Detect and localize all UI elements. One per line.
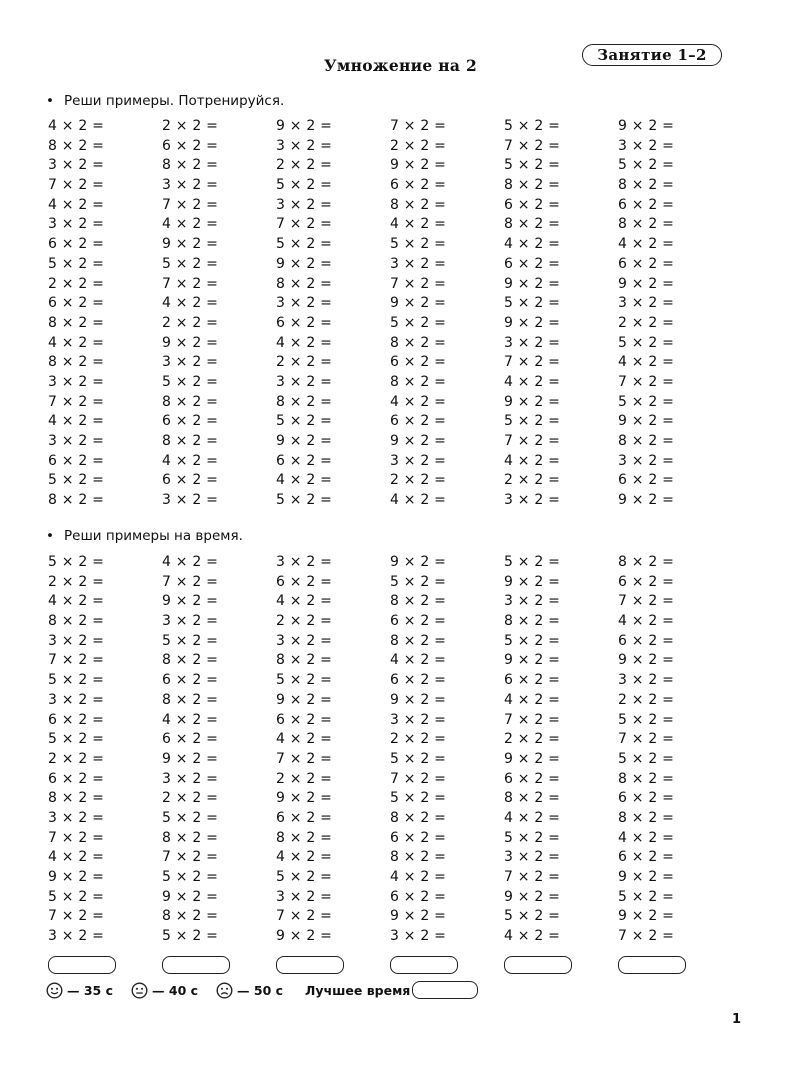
problem-cell: 4 × 2 =: [48, 593, 105, 610]
problem-cell: 5 × 2 =: [390, 790, 447, 807]
problem-cell: 9 × 2 =: [504, 393, 561, 410]
problem-cell: 7 × 2 =: [618, 928, 675, 945]
problem-cell: 4 × 2 =: [618, 354, 675, 371]
problem-cell: 3 × 2 =: [276, 196, 333, 213]
problem-cell: 8 × 2 =: [162, 393, 219, 410]
problem-cell: 5 × 2 =: [162, 373, 219, 390]
problem-cell: 9 × 2 =: [618, 413, 675, 430]
problem-cell: 9 × 2 =: [618, 275, 675, 292]
problem-cell: 5 × 2 =: [276, 177, 333, 194]
problem-cell: 4 × 2 =: [48, 196, 105, 213]
problem-cell: 6 × 2 =: [48, 770, 105, 787]
problem-cell: 5 × 2 =: [504, 118, 561, 134]
problem-cell: 6 × 2 =: [618, 196, 675, 213]
problem-cell: 7 × 2 =: [48, 652, 105, 669]
problem-cell: 8 × 2 =: [276, 393, 333, 410]
time-box-6[interactable]: [618, 956, 686, 974]
bullet: •: [46, 93, 54, 109]
problem-cell: 7 × 2 =: [48, 829, 105, 846]
problem-cell: 2 × 2 =: [276, 613, 333, 630]
problem-cell: 4 × 2 =: [276, 334, 333, 351]
problem-cell: 5 × 2 =: [618, 393, 675, 410]
problem-cell: 8 × 2 =: [48, 613, 105, 630]
problem-cell: 5 × 2 =: [390, 314, 447, 331]
problem-cell: 8 × 2 =: [48, 354, 105, 371]
problem-cell: 6 × 2 =: [390, 829, 447, 846]
problem-cell: 9 × 2 =: [276, 118, 333, 134]
problem-cell: 7 × 2 =: [504, 433, 561, 449]
problem-cell: 7 × 2 =: [504, 711, 561, 728]
problem-cell: 9 × 2 =: [276, 433, 333, 449]
problem-cell: 7 × 2 =: [504, 354, 561, 371]
problem-cell: 4 × 2 =: [390, 393, 447, 410]
problem-cell: 6 × 2 =: [276, 809, 333, 826]
problem-cell: 9 × 2 =: [390, 554, 447, 570]
problem-cell: 9 × 2 =: [390, 157, 447, 174]
problem-cell: 5 × 2 =: [390, 573, 447, 590]
problem-cell: 8 × 2 =: [48, 137, 105, 154]
problem-cell: 8 × 2 =: [390, 593, 447, 610]
problem-cell: 3 × 2 =: [48, 373, 105, 390]
lesson-badge: Занятие 1–2: [582, 44, 722, 66]
problem-cell: 6 × 2 =: [390, 888, 447, 905]
problem-cell: 6 × 2 =: [390, 354, 447, 371]
problem-cell: 5 × 2 =: [618, 334, 675, 351]
problem-cell: 5 × 2 =: [618, 888, 675, 905]
problem-cell: 4 × 2 =: [504, 236, 561, 253]
problem-cell: 9 × 2 =: [504, 314, 561, 331]
problem-cell: 3 × 2 =: [48, 157, 105, 174]
instruction-timed: [46, 528, 243, 544]
neutral-face-icon: [131, 982, 148, 999]
problem-cell: 4 × 2 =: [390, 869, 447, 885]
problem-cell: 9 × 2 =: [504, 275, 561, 292]
time-box-4[interactable]: [390, 956, 458, 974]
problem-cell: 3 × 2 =: [618, 295, 675, 312]
problem-cell: 3 × 2 =: [162, 177, 219, 194]
problem-cell: 7 × 2 =: [162, 196, 219, 213]
problem-cell: 7 × 2 =: [618, 373, 675, 390]
bullet: •: [46, 528, 54, 544]
problem-cell: 5 × 2 =: [504, 413, 561, 430]
problem-cell: 2 × 2 =: [390, 472, 447, 489]
problem-cell: 7 × 2 =: [618, 593, 675, 610]
problem-cell: 3 × 2 =: [504, 492, 561, 509]
problem-cell: 8 × 2 =: [48, 492, 105, 509]
problem-cell: 7 × 2 =: [618, 731, 675, 748]
problem-cell: 8 × 2 =: [390, 196, 447, 213]
problem-cell: 2 × 2 =: [618, 691, 675, 708]
problem-cell: 4 × 2 =: [618, 829, 675, 846]
problem-cell: 8 × 2 =: [162, 652, 219, 669]
problem-cell: 2 × 2 =: [162, 118, 219, 134]
best-time-label: Лучшее время: [305, 982, 411, 998]
problem-cell: 9 × 2 =: [390, 691, 447, 708]
problem-cell: 4 × 2 =: [504, 928, 561, 945]
smiley-face-icon: [46, 982, 63, 999]
problem-cell: 3 × 2 =: [48, 928, 105, 945]
problem-cell: 9 × 2 =: [276, 790, 333, 807]
problem-cell: 7 × 2 =: [48, 393, 105, 410]
problem-cell: 5 × 2 =: [162, 632, 219, 649]
problem-cell: 3 × 2 =: [276, 888, 333, 905]
problem-cell: 2 × 2 =: [162, 314, 219, 331]
problem-cell: 6 × 2 =: [276, 314, 333, 331]
problem-cell: 8 × 2 =: [618, 809, 675, 826]
problem-cell: 8 × 2 =: [390, 373, 447, 390]
problem-cell: 4 × 2 =: [390, 492, 447, 509]
problem-cell: 5 × 2 =: [504, 829, 561, 846]
problem-cell: 9 × 2 =: [504, 652, 561, 669]
problem-cell: 4 × 2 =: [48, 118, 105, 134]
page-number: 1: [732, 1012, 742, 1027]
problem-cell: 6 × 2 =: [504, 196, 561, 213]
problem-cell: 8 × 2 =: [504, 613, 561, 630]
problem-cell: 6 × 2 =: [618, 472, 675, 489]
problem-cell: 2 × 2 =: [276, 354, 333, 371]
problem-cell: 2 × 2 =: [504, 472, 561, 489]
problem-cell: 9 × 2 =: [162, 593, 219, 610]
timed-problems-grid: [48, 553, 748, 947]
problem-cell: 5 × 2 =: [390, 750, 447, 767]
problem-cell: 4 × 2 =: [48, 413, 105, 430]
problem-cell: 9 × 2 =: [618, 908, 675, 925]
problem-cell: 6 × 2 =: [48, 295, 105, 312]
problem-cell: 7 × 2 =: [48, 908, 105, 925]
problem-cell: 7 × 2 =: [390, 118, 447, 134]
problem-cell: 5 × 2 =: [504, 908, 561, 925]
problem-cell: 9 × 2 =: [504, 750, 561, 767]
problem-cell: 7 × 2 =: [504, 137, 561, 154]
problem-cell: 8 × 2 =: [276, 652, 333, 669]
problem-cell: 5 × 2 =: [162, 928, 219, 945]
problem-cell: 9 × 2 =: [390, 295, 447, 312]
problem-cell: 9 × 2 =: [162, 236, 219, 253]
problem-cell: 8 × 2 =: [162, 829, 219, 846]
problem-cell: 5 × 2 =: [276, 492, 333, 509]
problem-cell: 9 × 2 =: [162, 750, 219, 767]
problem-cell: 5 × 2 =: [618, 711, 675, 728]
problem-cell: 4 × 2 =: [618, 236, 675, 253]
problem-cell: 2 × 2 =: [504, 731, 561, 748]
problem-cell: 6 × 2 =: [276, 711, 333, 728]
problem-cell: 6 × 2 =: [504, 770, 561, 787]
time-answer-boxes: [48, 956, 748, 974]
problem-cell: 3 × 2 =: [276, 137, 333, 154]
problem-cell: 4 × 2 =: [618, 613, 675, 630]
problem-cell: 5 × 2 =: [276, 672, 333, 689]
problem-cell: 2 × 2 =: [618, 314, 675, 331]
problem-cell: 6 × 2 =: [390, 177, 447, 194]
problem-cell: 6 × 2 =: [162, 413, 219, 430]
problem-cell: 7 × 2 =: [390, 275, 447, 292]
problem-cell: 9 × 2 =: [504, 573, 561, 590]
problem-cell: 3 × 2 =: [276, 295, 333, 312]
problem-cell: 9 × 2 =: [162, 334, 219, 351]
problem-cell: 5 × 2 =: [162, 869, 219, 885]
problem-cell: 8 × 2 =: [276, 829, 333, 846]
problem-cell: 9 × 2 =: [618, 118, 675, 134]
problem-cell: 4 × 2 =: [162, 711, 219, 728]
problem-cell: 6 × 2 =: [390, 613, 447, 630]
problem-cell: 7 × 2 =: [504, 869, 561, 885]
problem-cell: 8 × 2 =: [390, 809, 447, 826]
problem-cell: 3 × 2 =: [48, 691, 105, 708]
problem-cell: 8 × 2 =: [276, 275, 333, 292]
problem-cell: 3 × 2 =: [390, 452, 447, 469]
problem-cell: 3 × 2 =: [162, 613, 219, 630]
problem-cell: 4 × 2 =: [276, 849, 333, 866]
problem-cell: 6 × 2 =: [48, 236, 105, 253]
problem-cell: 3 × 2 =: [504, 334, 561, 351]
problem-cell: 6 × 2 =: [504, 672, 561, 689]
instruction-text: Реши примеры на время.: [64, 528, 243, 544]
problem-cell: 3 × 2 =: [48, 809, 105, 826]
problem-cell: 6 × 2 =: [618, 790, 675, 807]
problem-cell: 7 × 2 =: [276, 908, 333, 925]
problem-cell: 5 × 2 =: [276, 236, 333, 253]
problem-cell: 8 × 2 =: [618, 554, 675, 570]
problem-cell: 4 × 2 =: [48, 334, 105, 351]
problem-cell: 5 × 2 =: [276, 413, 333, 430]
problem-cell: 7 × 2 =: [390, 770, 447, 787]
problem-cell: 3 × 2 =: [162, 770, 219, 787]
problem-cell: 5 × 2 =: [618, 750, 675, 767]
problem-cell: 5 × 2 =: [504, 157, 561, 174]
problem-cell: 9 × 2 =: [162, 888, 219, 905]
problem-cell: 3 × 2 =: [390, 255, 447, 272]
neutral-time-label: — 40 с: [152, 982, 199, 998]
problem-cell: 5 × 2 =: [48, 672, 105, 689]
problem-cell: 2 × 2 =: [48, 275, 105, 292]
page-title: Умножение на 2: [323, 56, 478, 75]
problem-cell: 6 × 2 =: [390, 672, 447, 689]
problem-cell: 5 × 2 =: [390, 236, 447, 253]
problem-cell: 3 × 2 =: [162, 354, 219, 371]
problem-cell: 9 × 2 =: [276, 928, 333, 945]
problem-cell: 8 × 2 =: [618, 216, 675, 233]
time-box-5[interactable]: [504, 956, 572, 974]
problem-cell: 2 × 2 =: [276, 157, 333, 174]
problem-cell: 6 × 2 =: [162, 137, 219, 154]
problem-cell: 5 × 2 =: [48, 472, 105, 489]
problem-cell: 5 × 2 =: [48, 888, 105, 905]
problem-cell: 7 × 2 =: [48, 177, 105, 194]
time-box-2[interactable]: [162, 956, 230, 974]
problem-cell: 9 × 2 =: [390, 433, 447, 449]
problem-cell: 8 × 2 =: [504, 216, 561, 233]
problem-cell: 3 × 2 =: [618, 137, 675, 154]
instruction-practice: [46, 93, 284, 109]
problem-cell: 7 × 2 =: [162, 275, 219, 292]
problem-cell: 3 × 2 =: [162, 492, 219, 509]
problem-cell: 8 × 2 =: [618, 433, 675, 449]
problem-cell: 8 × 2 =: [618, 177, 675, 194]
problem-cell: 5 × 2 =: [276, 869, 333, 885]
problem-cell: 6 × 2 =: [618, 632, 675, 649]
problem-cell: 6 × 2 =: [162, 472, 219, 489]
problem-cell: 6 × 2 =: [276, 573, 333, 590]
problem-cell: 9 × 2 =: [276, 691, 333, 708]
problem-cell: 6 × 2 =: [162, 672, 219, 689]
problem-cell: 3 × 2 =: [504, 849, 561, 866]
problem-cell: 2 × 2 =: [390, 137, 447, 154]
problem-cell: 6 × 2 =: [618, 849, 675, 866]
problem-cell: 5 × 2 =: [162, 809, 219, 826]
problem-cell: 8 × 2 =: [504, 177, 561, 194]
problem-cell: 5 × 2 =: [504, 632, 561, 649]
problem-cell: 2 × 2 =: [390, 731, 447, 748]
problem-cell: 3 × 2 =: [390, 711, 447, 728]
problem-cell: 6 × 2 =: [504, 255, 561, 272]
problem-cell: 9 × 2 =: [276, 255, 333, 272]
problem-cell: 3 × 2 =: [390, 928, 447, 945]
problem-cell: 9 × 2 =: [48, 869, 105, 885]
problem-cell: 8 × 2 =: [162, 908, 219, 925]
problem-cell: 9 × 2 =: [618, 652, 675, 669]
problem-cell: 5 × 2 =: [618, 157, 675, 174]
problem-cell: 6 × 2 =: [48, 452, 105, 469]
problem-cell: 4 × 2 =: [504, 809, 561, 826]
problem-cell: 3 × 2 =: [618, 672, 675, 689]
problem-cell: 4 × 2 =: [390, 216, 447, 233]
problem-cell: 6 × 2 =: [276, 452, 333, 469]
problem-cell: 2 × 2 =: [48, 573, 105, 590]
problem-cell: 7 × 2 =: [162, 849, 219, 866]
problem-cell: 4 × 2 =: [162, 216, 219, 233]
problem-cell: 3 × 2 =: [48, 216, 105, 233]
problem-cell: 5 × 2 =: [504, 554, 561, 570]
problem-cell: 5 × 2 =: [48, 255, 105, 272]
problem-cell: 4 × 2 =: [162, 554, 219, 570]
problem-cell: 8 × 2 =: [390, 849, 447, 866]
time-legend: [46, 980, 478, 1000]
happy-time-label: — 35 с: [67, 982, 114, 998]
problem-cell: 2 × 2 =: [48, 750, 105, 767]
problem-cell: 4 × 2 =: [504, 691, 561, 708]
problem-cell: 5 × 2 =: [48, 731, 105, 748]
problem-cell: 8 × 2 =: [48, 314, 105, 331]
problem-cell: 9 × 2 =: [390, 908, 447, 925]
problem-cell: 7 × 2 =: [276, 750, 333, 767]
problem-cell: 4 × 2 =: [390, 652, 447, 669]
problem-cell: 3 × 2 =: [48, 632, 105, 649]
problem-cell: 8 × 2 =: [504, 790, 561, 807]
problem-cell: 6 × 2 =: [162, 731, 219, 748]
problem-cell: 5 × 2 =: [162, 255, 219, 272]
problem-cell: 7 × 2 =: [162, 573, 219, 590]
problem-cell: 6 × 2 =: [618, 255, 675, 272]
time-box-3[interactable]: [276, 956, 344, 974]
problem-cell: 8 × 2 =: [162, 157, 219, 174]
problem-cell: 2 × 2 =: [276, 770, 333, 787]
problem-cell: 8 × 2 =: [390, 632, 447, 649]
problem-cell: 2 × 2 =: [162, 790, 219, 807]
sad-face-icon: [216, 982, 233, 999]
problem-cell: 4 × 2 =: [504, 373, 561, 390]
problem-cell: 9 × 2 =: [618, 869, 675, 885]
problem-cell: 3 × 2 =: [48, 433, 105, 449]
problem-cell: 3 × 2 =: [276, 632, 333, 649]
problem-cell: 3 × 2 =: [504, 593, 561, 610]
practice-problems-grid: [48, 117, 748, 511]
problem-cell: 6 × 2 =: [390, 413, 447, 430]
problem-cell: 3 × 2 =: [618, 452, 675, 469]
problem-cell: 6 × 2 =: [48, 711, 105, 728]
problem-cell: 4 × 2 =: [162, 295, 219, 312]
problem-cell: 4 × 2 =: [276, 731, 333, 748]
problem-cell: 3 × 2 =: [276, 373, 333, 390]
sad-time-label: — 50 с: [237, 982, 284, 998]
problem-cell: 4 × 2 =: [162, 452, 219, 469]
problem-cell: 6 × 2 =: [618, 573, 675, 590]
problem-cell: 9 × 2 =: [618, 492, 675, 509]
problem-cell: 3 × 2 =: [276, 554, 333, 570]
problem-cell: 4 × 2 =: [504, 452, 561, 469]
time-box-1[interactable]: [48, 956, 116, 974]
problem-cell: 7 × 2 =: [276, 216, 333, 233]
problem-cell: 4 × 2 =: [48, 849, 105, 866]
problem-cell: 8 × 2 =: [390, 334, 447, 351]
problem-cell: 8 × 2 =: [48, 790, 105, 807]
problem-cell: 5 × 2 =: [48, 554, 105, 570]
problem-cell: 8 × 2 =: [162, 691, 219, 708]
instruction-text: Реши примеры. Потренируйся.: [64, 93, 285, 109]
best-time-box[interactable]: [412, 981, 478, 999]
problem-cell: 8 × 2 =: [618, 770, 675, 787]
problem-cell: 8 × 2 =: [162, 433, 219, 449]
problem-cell: 4 × 2 =: [276, 593, 333, 610]
problem-cell: 4 × 2 =: [276, 472, 333, 489]
problem-cell: 9 × 2 =: [504, 888, 561, 905]
problem-cell: 5 × 2 =: [504, 295, 561, 312]
